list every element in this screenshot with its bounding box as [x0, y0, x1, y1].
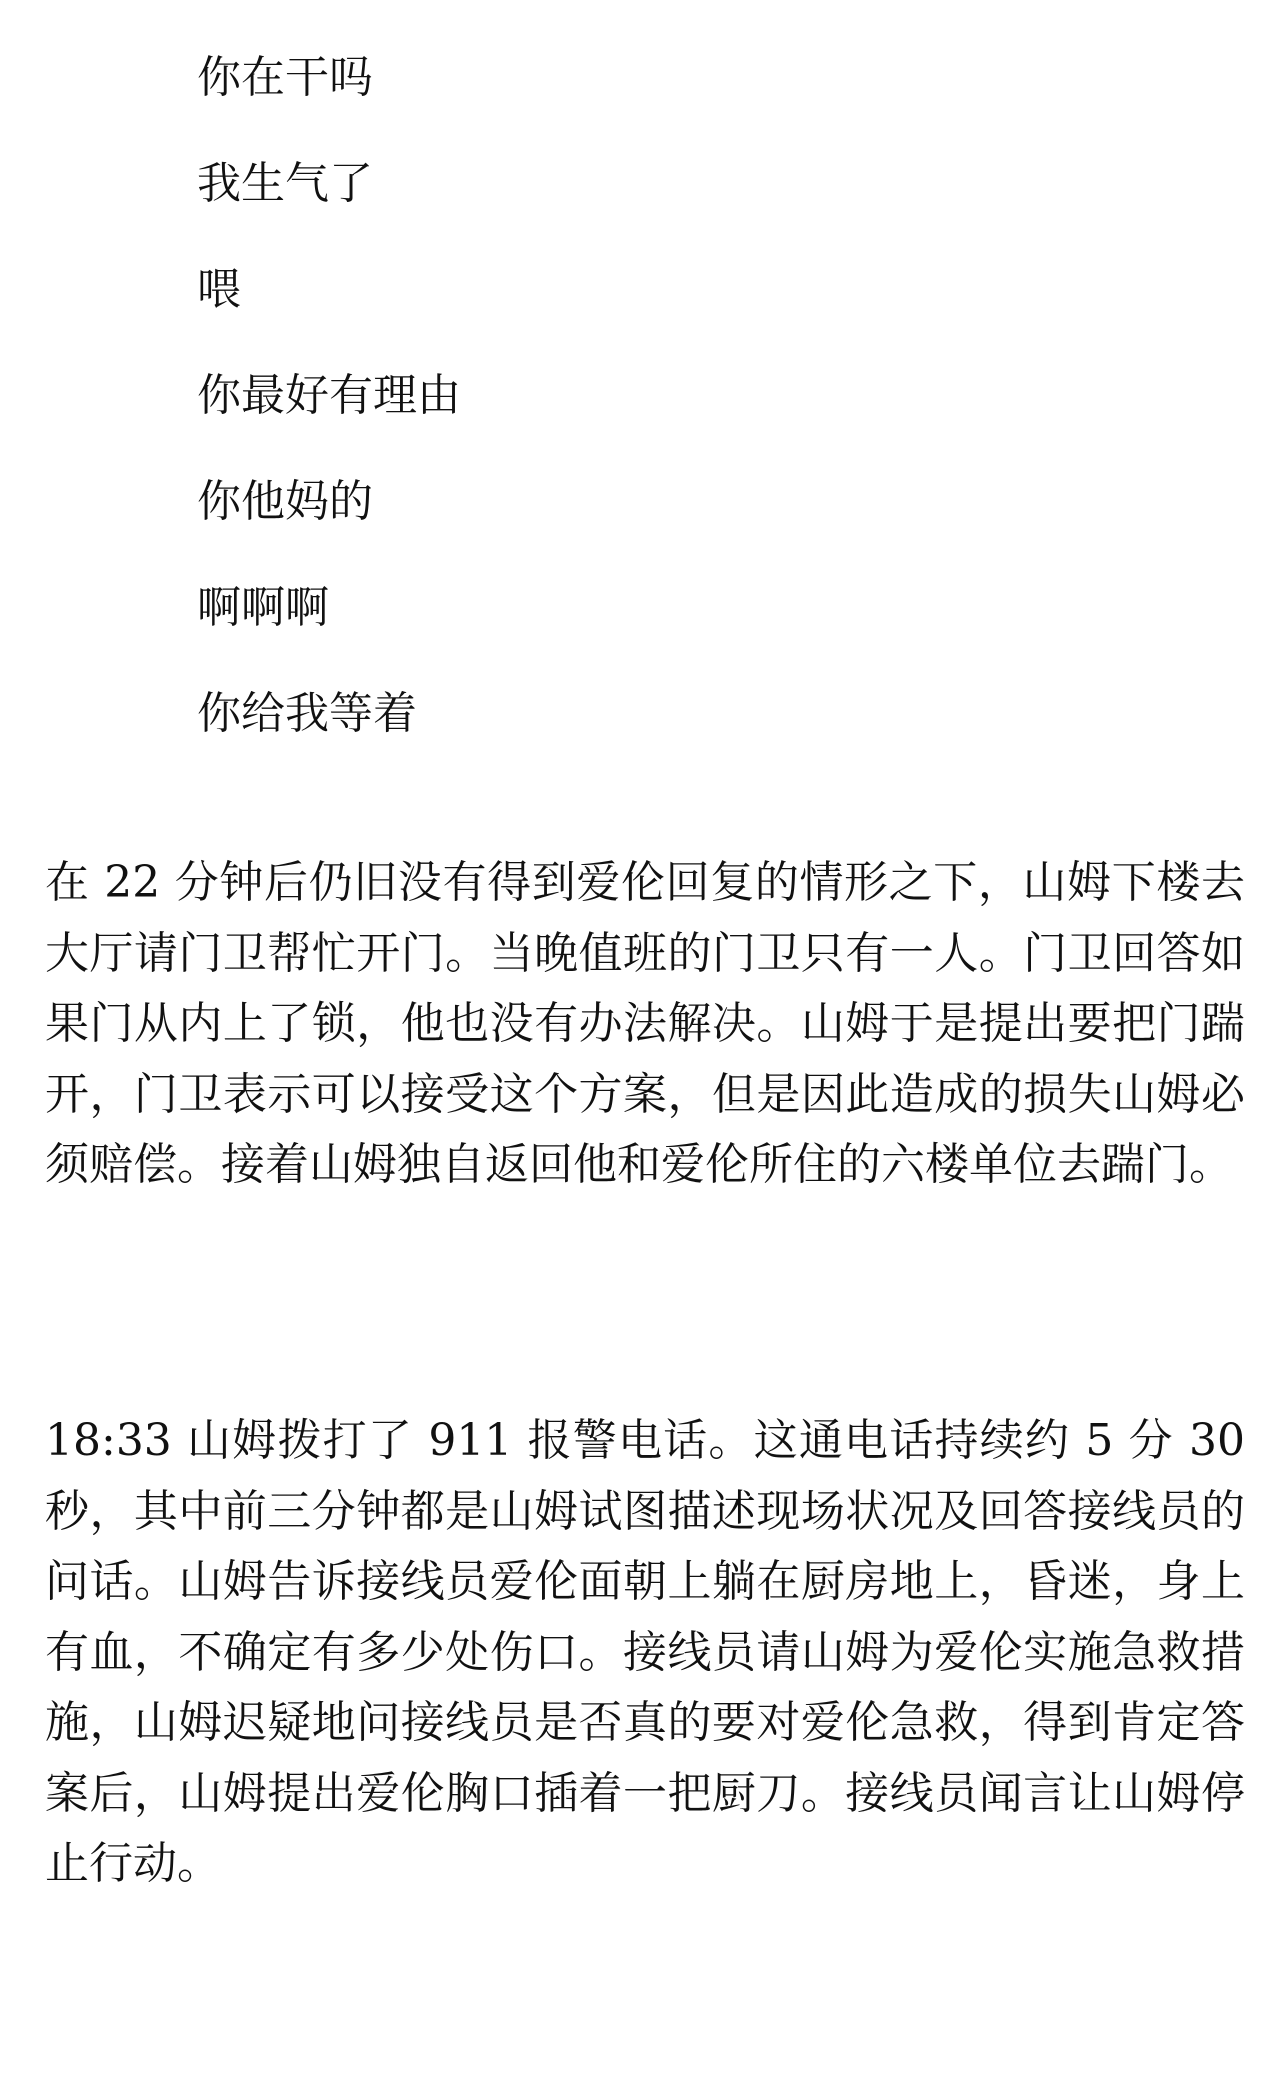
- message-line: 你在干吗: [197, 52, 373, 103]
- body-paragraph: 在 22 分钟后仍旧没有得到爱伦回复的情形之下，山姆下楼去大厅请门卫帮忙开门。当晚值班的门卫只有一人。门卫回答如果门从内上了锁，他也没有办法解决。山姆于是提出要把门踹开，门卫表示可以接受这个方案，但是因此造成的损失山姆必须赔偿。接着山姆独自返回他和爱伦所住的六楼单位去踹门。: [45, 857, 1245, 1190]
- body-paragraph: 18:33 山姆拨打了 911 报警电话。这通电话持续约 5 分 30 秒，其中前三分钟都是山姆试图描述现场状况及回答接线员的问话。山姆告诉接线员爱伦面朝上躺在厨房地上，昏迷，身上有血，不确定有多少处伤口。接线员请山姆为爱伦实施急救措施，山姆迟疑地问接线员是否真的要对爱伦急救，得到肯定答案后，山姆提出爱伦胸口插着一把厨刀。接线员闻言让山姆停止行动。: [45, 1415, 1245, 1889]
- message-line: 啊啊啊: [197, 582, 329, 633]
- message-line: 你他妈的: [197, 476, 373, 527]
- message-list: [197, 52, 461, 794]
- message-line: 我生气了: [197, 158, 373, 209]
- message-line: 你最好有理由: [197, 370, 461, 421]
- message-line: 喂: [197, 264, 241, 315]
- message-line: 你给我等着: [197, 688, 417, 739]
